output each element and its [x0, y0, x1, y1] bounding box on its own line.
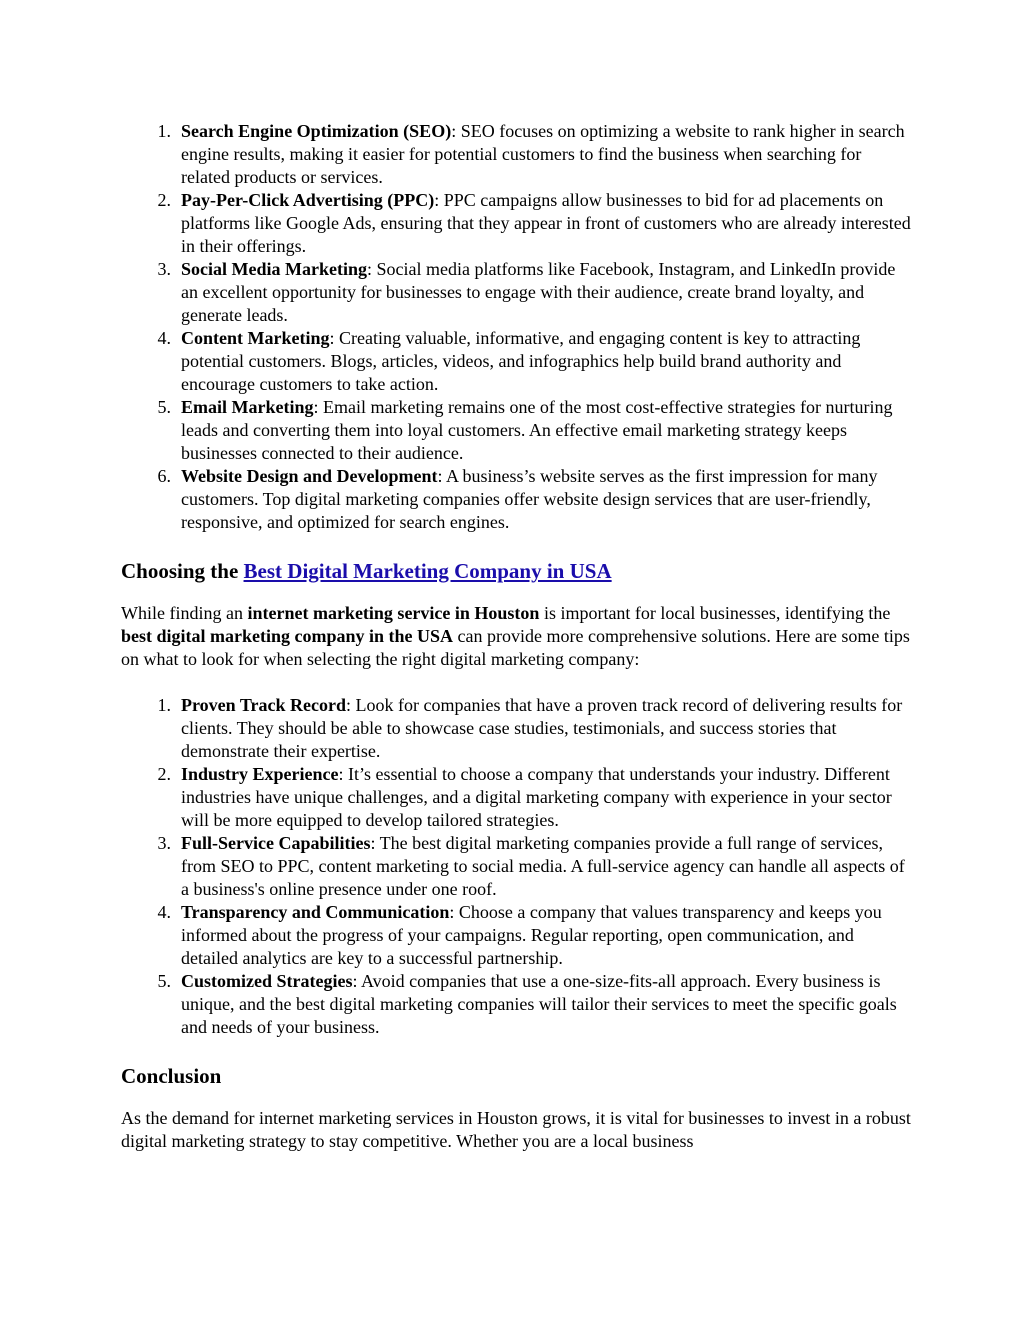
- list-item: [157, 465, 911, 534]
- best-digital-marketing-link[interactable]: Best Digital Marketing Company in USA: [243, 559, 612, 583]
- list-number: 1.: [157, 695, 171, 715]
- list-item-text: : Choose a company that values transparency and keeps you informed about the progress of your campaigns. Regular reporting, open communication, and detailed analytics are key to a successful partnership.: [181, 902, 882, 968]
- document-page: [121, 120, 911, 1153]
- list-item-text: : It’s essential to choose a company that understands your industry. Different industries have unique challenges, and a digital marketing company with experience in your sector will be more equipped to develop tailored strategies.: [181, 764, 892, 830]
- intro-bold-2: best digital marketing company in the USA: [121, 626, 454, 646]
- list-number: 3.: [157, 833, 171, 853]
- intro-paragraph: [121, 602, 911, 671]
- intro-bold-1: internet marketing service in Houston: [247, 603, 540, 623]
- intro-text-1: While finding an: [121, 603, 248, 623]
- list-number: 6.: [157, 466, 171, 486]
- list-item: [157, 970, 911, 1039]
- list-item-title: Proven Track Record: [181, 695, 346, 715]
- list-item-title: Full-Service Capabilities: [181, 833, 371, 853]
- list-number: 2.: [157, 764, 171, 784]
- section-heading-choosing: [121, 558, 911, 584]
- list-item: [157, 901, 911, 970]
- list-item-text: : A business’s website serves as the first impression for many customers. Top digital marketing companies offer website design services that are user-friendly, responsive, and optimized for search engines.: [181, 466, 878, 532]
- list-number: 1.: [157, 121, 171, 141]
- list-item: [157, 120, 911, 189]
- list-item-text: : Social media platforms like Facebook, Instagram, and LinkedIn provide an excellent opportunity for businesses to engage with their audience, create brand loyalty, and generate leads.: [181, 259, 896, 325]
- section-heading-conclusion: Conclusion: [121, 1064, 222, 1088]
- list-item-text: : The best digital marketing companies provide a full range of services, from SEO to PPC, content marketing to social media. A full-service agency can handle all aspects of a business's online presence under one roof.: [181, 833, 905, 899]
- list-item-text: : Creating valuable, informative, and engaging content is key to attracting potential customers. Blogs, articles, videos, and infographics help build brand authority and encourage customers to take action.: [181, 328, 861, 394]
- list-item-text: : Look for companies that have a proven track record of delivering results for clients. They should be able to showcase case studies, testimonials, and success stories that demonstrate their expertise.: [181, 695, 903, 761]
- list-item: [157, 832, 911, 901]
- list-item-title: Transparency and Communication: [181, 902, 450, 922]
- list-item-title: Social Media Marketing: [181, 259, 367, 279]
- list-item: [157, 396, 911, 465]
- list-item-title: Customized Strategies: [181, 971, 353, 991]
- list-item: [157, 327, 911, 396]
- list-number: 5.: [157, 971, 171, 991]
- list-number: 2.: [157, 190, 171, 210]
- intro-text-3: can provide more comprehensive solutions. Here are some tips on what to look for when selecting the right digital marketing company:: [121, 626, 910, 669]
- intro-text-2: is important for local businesses, identifying the: [539, 603, 891, 623]
- list-item-text: : Email marketing remains one of the most cost-effective strategies for nurturing leads and converting them into loyal customers. An effective email marketing strategy keeps businesses connected to their audience.: [181, 397, 893, 463]
- list-item: [157, 258, 911, 327]
- list-number: 5.: [157, 397, 171, 417]
- list-number: 4.: [157, 328, 171, 348]
- list-item: [157, 189, 911, 258]
- heading-prefix: Choosing the: [121, 559, 244, 583]
- list-item-text: : PPC campaigns allow businesses to bid for ad placements on platforms like Google Ads, ensuring that they appear in front of customers who are already interested in their offerings.: [181, 190, 911, 256]
- list-number: 4.: [157, 902, 171, 922]
- list-item-title: Content Marketing: [181, 328, 330, 348]
- list-item: [157, 694, 911, 763]
- list-item-text: : Avoid companies that use a one-size-fits-all approach. Every business is unique, and the best digital marketing companies will tailor their services to meet the specific goals and needs of your business.: [181, 971, 897, 1037]
- tips-list: [121, 694, 911, 1039]
- list-item-title: Email Marketing: [181, 397, 314, 417]
- list-item-title: Industry Experience: [181, 764, 339, 784]
- list-item-title: Pay-Per-Click Advertising (PPC): [181, 190, 435, 210]
- list-item-text: : SEO focuses on optimizing a website to rank higher in search engine results, making it easier for potential customers to find the business when searching for related products or services.: [181, 121, 905, 187]
- conclusion-paragraph: As the demand for internet marketing services in Houston grows, it is vital for businesses to invest in a robust digital marketing strategy to stay competitive. Whether you are a local business: [121, 1108, 911, 1151]
- list-item-title: Website Design and Development: [181, 466, 438, 486]
- list-number: 3.: [157, 259, 171, 279]
- services-list: [121, 120, 911, 534]
- list-item-title: Search Engine Optimization (SEO): [181, 121, 452, 141]
- list-item: [157, 763, 911, 832]
